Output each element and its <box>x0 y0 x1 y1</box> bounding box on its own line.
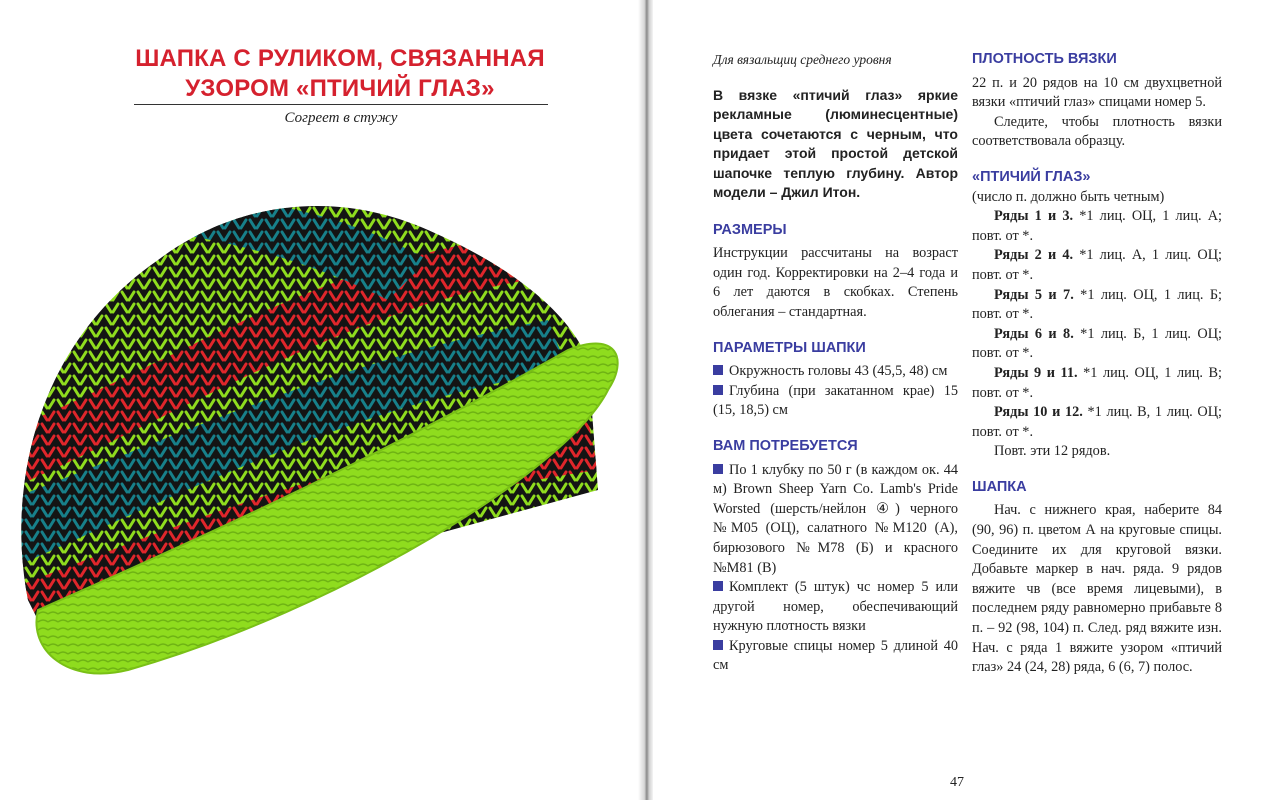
skill-level: Для вязальщиц среднего уровня <box>713 52 892 67</box>
gauge-text: 22 п. и 20 рядов на 10 см двухцветной вязки «птичий глаз» спицами номер 5. <box>972 74 1222 111</box>
bullet-square-icon <box>713 385 723 395</box>
pattern-row: Ряды 5 и 7. *1 лиц. ОЦ, 1 лиц. Б; повт. от *. <box>972 286 1222 323</box>
intro-paragraph: В вязке «птичий глаз» яркие рекламные (люминесцентные) цвета сочетаются с черным, что придает этой простой детской шапочке теплую глубину. Автор модели – Джил Итон. <box>713 86 958 201</box>
sizes-heading: РАЗМЕРЫ <box>713 221 787 238</box>
right-column-2 <box>972 50 1222 694</box>
hat-heading: ШАПКА <box>972 478 1027 495</box>
gauge-heading: ПЛОТНОСТЬ ВЯЗКИ <box>972 51 1117 67</box>
page-title: ШАПКА С РУЛИКОМ, СВЯЗАННАЯ УЗОРОМ «ПТИЧИЙ ГЛАЗ» <box>135 45 545 102</box>
bullet-square-icon <box>713 464 723 474</box>
params-heading: ПАРАМЕТРЫ ШАПКИ <box>713 339 866 356</box>
needs-item: Круговые спицы номер 5 длиной 40 см <box>713 637 958 674</box>
hat-photo <box>8 170 628 710</box>
sizes-text: Инструкции рассчитаны на возраст один год. Корректировки на 2–4 года и 6 лет даются в скобках. Степень облегания – стандартная. <box>713 245 958 320</box>
title-rule <box>134 104 548 105</box>
bullet-square-icon <box>713 365 723 375</box>
pattern-row: Ряды 9 и 11. *1 лиц. ОЦ, 1 лиц. В; повт. от *. <box>972 364 1223 401</box>
right-column-1 <box>713 50 958 676</box>
needs-item: По 1 клубку по 50 г (в каждом ок. 44 м) Brown Sheep Yarn Co. Lamb's Pride Worsted (шерсть/нейлон ④) черного №M05 (ОЦ), салатного №M120 (А), бирюзового №M78 (Б) и красного №M81 (В) <box>713 461 958 576</box>
book-gutter <box>638 0 654 800</box>
page-subtitle: Согреет в стужу <box>284 110 398 126</box>
pattern-row: Ряды 1 и 3. *1 лиц. ОЦ, 1 лиц. А; повт. от *. <box>972 208 1223 244</box>
needs-item: Комплект (5 штук) чс номер 5 или другой номер, обеспечивающий нужную плотность вязки <box>713 579 958 635</box>
param-item: Окружность головы 43 (45,5, 48) см <box>713 362 958 382</box>
hat-instructions: Нач. с нижнего края, наберите 84 (90, 96) п. цветом А на круговые спицы. Соедините их для круговой вязки. Добавьте маркер в нач. ряда. 9 рядов вяжите чв (все время лицевыми), в последнем ряду равномерно прибавьте 8 п. – 92 (98, 104) п. След. ряд вяжите изн. Нач. с ряда 1 вяжите узором «птичий глаз» 24 (24, 28) ряда, 6 (6, 7) полос. <box>972 502 1222 676</box>
pattern-row: Ряды 2 и 4. *1 лиц. А, 1 лиц. ОЦ; повт. от *. <box>972 247 1223 283</box>
pattern-row: Ряды 6 и 8. *1 лиц. Б, 1 лиц. ОЦ; повт. от *. <box>972 325 1222 362</box>
pattern-heading: «ПТИЧИЙ ГЛАЗ» <box>972 168 1091 185</box>
pattern-note: (число п. должно быть четным) <box>972 188 1165 205</box>
needs-heading: ВАМ ПОТРЕБУЕТСЯ <box>713 437 858 454</box>
bullet-square-icon <box>713 581 723 591</box>
page-number: 47 <box>950 775 964 790</box>
pattern-row: Ряды 10 и 12. *1 лиц. В, 1 лиц. ОЦ; повт. от *. <box>972 404 1223 440</box>
pattern-repeat: Повт. эти 12 рядов. <box>994 443 1111 460</box>
bullet-square-icon <box>713 640 723 650</box>
param-item: Глубина (при закатанном крае) 15 (15, 18,5) см <box>713 382 958 419</box>
gauge-note: Следите, чтобы плотность вязки соответствовала образцу. <box>972 113 1222 150</box>
